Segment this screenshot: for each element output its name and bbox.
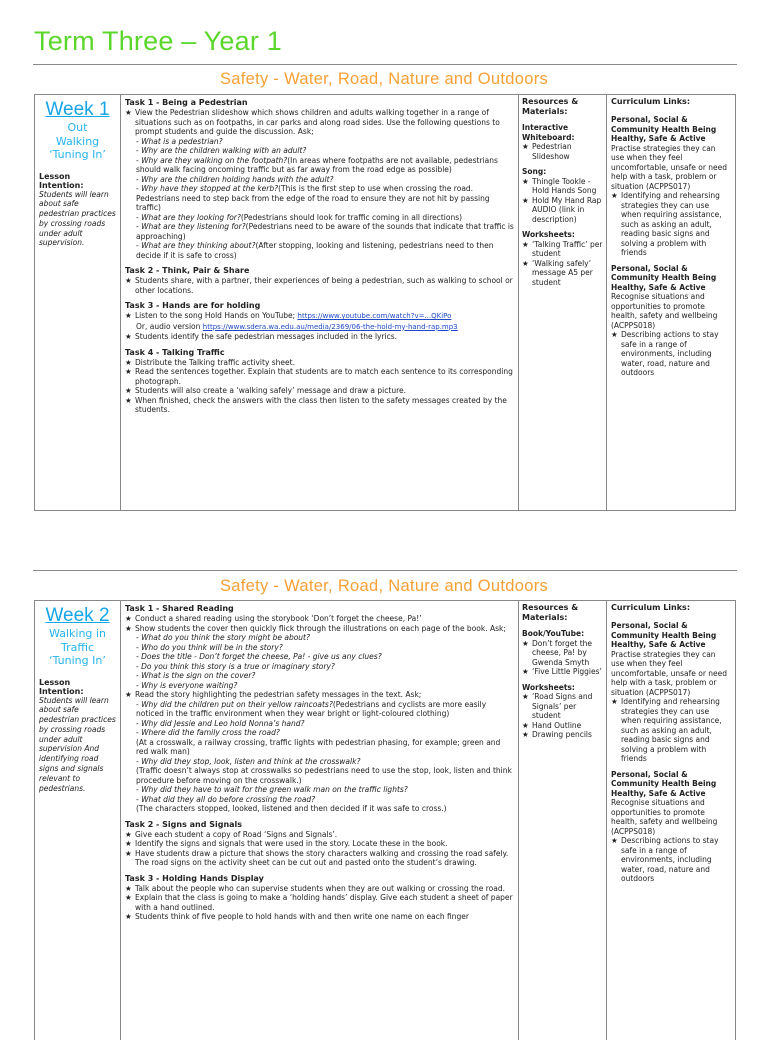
resource-item: ★ Thingle Tookle - Hold Hands Song — [522, 177, 603, 196]
resource-group-heading: Book/YouTube: — [522, 629, 585, 638]
page-title: Term Three – Year 1 — [34, 26, 282, 56]
task-paragraph — [125, 766, 514, 785]
week-subtitle: ‘Tuning In’ — [49, 148, 106, 161]
resource-item: ★ ‘Five Little Piggies’ — [522, 667, 603, 677]
question-text: Why are the children walking with an adult? — [141, 146, 307, 155]
paragraph-text: (The characters stopped, looked, listened and then decided if it was safe to cross.) — [136, 804, 447, 813]
curriculum-descriptor: Practise strategies they can use when they feel uncomfortable, unsafe or need help with a task, problem or situation (ACPPS017) — [611, 649, 728, 697]
curriculum-elaboration: ★ Describing actions to stay safe in a range of environments, including water, road, nature and outdoors — [611, 836, 731, 884]
bullet-text: Talk about the people who can supervise students when they are out walking or crossing the road. — [135, 883, 506, 893]
question-text: Why did Jessie and Leo hold Nonna’s hand? — [141, 718, 305, 728]
curriculum-elaboration: ★ Describing actions to stay safe in a range of environments, including water, road, nature and outdoors — [611, 330, 731, 378]
task-question: - Why did they have to wait for the green walk man on the traffic lights? — [136, 785, 408, 794]
task-paragraph — [125, 322, 514, 333]
task-question: - Why is everyone waiting? — [136, 680, 238, 690]
bullet-text: Explain that the class is going to make a ‘holding hands’ display. Give each student a sheet of paper with a hand outlined. — [135, 893, 513, 912]
question-text: Why have they stopped at the kerb? — [141, 184, 279, 193]
question-text: Where did the family cross the road? — [141, 728, 280, 737]
task-title: Task 3 - Hands are for holding — [125, 301, 261, 310]
resource-item: ★ Don’t forget the cheese, Pa! by Gwenda Smyth — [522, 639, 603, 668]
task-question: - What are they listening for?(Pedestrians need to be aware of the sounds that indicate that traffic is approaching) — [136, 222, 514, 241]
week-column — [35, 95, 121, 510]
task-bullet — [125, 912, 514, 922]
task-title: Task 4 - Talking Traffic — [125, 347, 225, 357]
task-bullet — [125, 849, 514, 868]
curriculum-strand: Personal, Social & Community Health Being Healthy, Safe & Active — [611, 115, 717, 143]
bullet-text: Distribute the Talking traffic activity sheet. — [135, 357, 295, 367]
resource-item: ★ ‘Talking Traffic’ per student — [522, 240, 603, 259]
resource-item: ★ ‘Walking safely’ message A5 per student — [522, 259, 603, 288]
task-question: - What do you think the story might be about? — [136, 633, 310, 642]
resources-column — [519, 95, 607, 510]
resource-link[interactable]: https://www.youtube.com/watch?v=...QKiPo — [297, 312, 452, 320]
task-bullet — [125, 367, 514, 386]
curriculum-strand: Personal, Social & Community Health Being Healthy, Safe & Active — [611, 263, 717, 292]
task-bullet — [125, 311, 514, 322]
paragraph-text: (Traffic doesn’t always stop at crosswalks so pedestrians need to use the stop, look, listen and think procedure before moving on the crosswalk.) — [136, 766, 512, 785]
task-bullet — [125, 386, 514, 396]
task-paragraph — [125, 804, 514, 814]
resources-column — [519, 601, 607, 1040]
resource-item: ★ Hand Outline — [522, 721, 603, 731]
resource-group-heading: Worksheets: — [522, 682, 575, 692]
curriculum-strand: Personal, Social & Community Health Being Healthy, Safe & Active — [611, 621, 717, 649]
tasks-column — [121, 95, 519, 510]
resource-link[interactable]: https://www.sdera.wa.edu.au/media/2369/06-the-hold-my-hand-rap.mp3 — [202, 322, 458, 331]
week-subtitle: Walking — [55, 134, 100, 148]
question-note: (This is the first step to use when crossing the road. Pedestrians need to step back from the edge of the road to ensure they are not hit by passing traffic) — [136, 184, 490, 212]
week-label[interactable]: Week 2 — [45, 605, 110, 626]
task-bullet — [125, 396, 514, 415]
task-question: - What are they looking for?(Pedestrians should look for traffic coming in all directions) — [136, 212, 463, 222]
curriculum-strand: Personal, Social & Community Health Being Healthy, Safe & Active — [611, 769, 717, 798]
task-bullet — [125, 358, 514, 368]
lesson-intention-text: Students will learn about safe pedestrian practices by crossing roads under adult supervision And identifying road signs and signals relevant to pedestrians. — [39, 695, 116, 793]
resources-heading: Resources & Materials: — [522, 97, 579, 116]
task-question: - Why are they walking on the footpath?(In areas where footpaths are not available, pedestrians should walk facing oncoming traffic but as far away from the road edge as possible) — [136, 155, 498, 174]
question-note: (In areas where footpaths are not available, pedestrians should walk facing oncoming traffic but as far away from the road edge as possible) — [136, 155, 498, 174]
task-paragraph — [125, 738, 514, 757]
question-text: What is a pedestrian? — [141, 136, 223, 146]
task-bullet — [125, 884, 514, 894]
resource-group-heading: Song: — [522, 167, 547, 176]
task-bullet — [125, 332, 514, 342]
curriculum-heading: Curriculum Links: — [611, 97, 691, 106]
bullet-text: Conduct a shared reading using the storybook ‘Don’t forget the cheese, Pa!’ — [135, 614, 422, 623]
question-text: Why is everyone waiting? — [141, 680, 238, 690]
lesson-intention-text: Students will learn about safe pedestrian practices by crossing roads under adult supervision. — [39, 189, 116, 248]
section-banner-1: Safety - Water, Road, Nature and Outdoors — [219, 70, 549, 88]
task-bullet — [125, 893, 514, 912]
question-text: Why are the children holding hands with the adult? — [141, 174, 334, 184]
week2-table — [34, 600, 736, 1040]
task-bullet — [125, 690, 514, 700]
section-banner-2: Safety - Water, Road, Nature and Outdoors — [219, 577, 549, 595]
task-question: - Where did the family cross the road? — [136, 728, 280, 737]
question-text: Who do you think will be in the story? — [141, 642, 283, 652]
week-subtitle: Out — [67, 121, 88, 134]
question-text: Why did they have to wait for the green walk man on the traffic lights? — [141, 785, 408, 794]
task-question: - What is the sign on the cover? — [136, 671, 256, 680]
task-bullet — [125, 276, 514, 295]
task-title: Task 2 - Think, Pair & Share — [125, 266, 250, 275]
top-divider — [33, 64, 737, 65]
task-question: - Why are the children holding hands with the adult? — [136, 174, 334, 184]
resource-item: ★ Drawing pencils — [522, 730, 603, 740]
question-note: (Pedestrians should look for traffic coming in all directions) — [240, 212, 463, 222]
resource-item: ★ Hold My Hand Rap AUDIO (link in description) — [522, 196, 603, 225]
tasks-column — [121, 601, 519, 1040]
week-subtitle: Traffic — [60, 640, 95, 654]
question-text: What are they thinking about? — [141, 241, 256, 250]
paragraph-text: (At a crosswalk, a railway crossing, traffic lights with pedestrian phasing, for example; green and red walk man) — [136, 737, 501, 756]
task-bullet — [125, 614, 514, 624]
bullet-text: Give each student a copy of Road ‘Signs and Signals’. — [135, 829, 338, 839]
page2-divider — [33, 570, 737, 571]
question-text: Why did the children put on their yellow raincoats? — [141, 699, 333, 709]
task-question: - Do you think this story is a true or imaginary story? — [136, 661, 335, 671]
question-text: What is the sign on the cover? — [141, 671, 256, 680]
bullet-text: Students identify the safe pedestrian messages included in the lyrics. — [135, 332, 398, 341]
paragraph-text: Or, audio version — [136, 321, 201, 331]
task-question: - Why did the children put on their yellow raincoats?(Pedestrians and cyclists are more easily noticed in the traffic environment when they wear bright or light-coloured clothing) — [136, 699, 487, 718]
lesson-intention-label: Lesson Intention: — [39, 171, 84, 190]
question-note: (Pedestrians and cyclists are more easily noticed in the traffic environment when they wear bright or light-coloured clothing) — [136, 699, 487, 718]
task-title: Task 1 - Being a Pedestrian — [125, 98, 248, 107]
task-bullet — [125, 108, 514, 137]
question-text: Why did they stop, look, listen and think at the crosswalk? — [141, 756, 361, 766]
question-text: Does the title - Don’t forget the cheese, Pa! - give us any clues? — [141, 652, 382, 661]
week-column — [35, 601, 121, 1040]
curriculum-elaboration: ★ Identifying and rehearsing strategies they can use when requiring assistance, such as asking an adult, reading basic signs and solving a problem with friends — [611, 191, 731, 258]
bullet-text: Read the story highlighting the pedestrian safety messages in the text. Ask; — [135, 690, 422, 699]
curriculum-column — [607, 601, 735, 1040]
question-text: Why are they walking on the footpath? — [141, 155, 288, 165]
curriculum-descriptor: Recognise situations and opportunities to promote health, safety and wellbeing (ACPPS018) — [611, 798, 718, 836]
resource-item: ★ ‘Road Signs and Signals’ per student — [522, 692, 603, 721]
resource-group-heading: Interactive Whiteboard: — [522, 123, 575, 142]
resource-item: ★ Pedestrian Slideshow — [522, 142, 603, 161]
bullet-text: Show students the cover then quickly flick through the illustrations on each page of the book. Ask; — [135, 623, 506, 633]
bullet-text: Have students draw a picture that shows the story characters walking and crossing the road safely. The road signs on the activity sheet can be cut out and pasted onto the student’s drawing. — [135, 848, 509, 867]
curriculum-elaboration: ★ Identifying and rehearsing strategies they can use when requiring assistance, such as asking an adult, reading basic signs and solving a problem with friends — [611, 697, 731, 764]
curriculum-descriptor: Practise strategies they can use when they feel uncomfortable, unsafe or need help with a task, problem or situation (ACPPS017) — [611, 143, 728, 191]
task-bullet — [125, 624, 514, 634]
week-label[interactable]: Week 1 — [45, 99, 110, 120]
resource-group-heading: Worksheets: — [522, 230, 575, 239]
week-subtitle: ‘Tuning In’ — [49, 654, 106, 667]
task-question: - Why have they stopped at the kerb?(This is the first step to use when crossing the road. Pedestrians need to step back from the edge of the road to ensure they are not hit by passing traffic) — [136, 184, 490, 212]
bullet-text: When finished, check the answers with the class then listen to the safety messages created by the students. — [135, 395, 507, 414]
curriculum-column — [607, 95, 735, 510]
question-note: (Pedestrians need to be aware of the sounds that indicate that traffic is approaching) — [136, 222, 514, 241]
question-text: What are they looking for? — [141, 212, 241, 222]
task-question: - What did they all do before crossing the road? — [136, 794, 316, 804]
curriculum-heading: Curriculum Links: — [611, 603, 691, 612]
bullet-text: Students share, with a partner, their experiences of being a pedestrian, such as walking to school or other locations. — [135, 276, 513, 295]
bullet-text: Identify the signs and signals that were used in the story. Locate these in the book. — [135, 839, 448, 848]
task-question: - Who do you think will be in the story? — [136, 642, 283, 652]
resources-heading: Resources & Materials: — [522, 603, 579, 622]
curriculum-descriptor: Recognise situations and opportunities to promote health, safety and wellbeing (ACPPS018) — [611, 292, 718, 330]
question-text: What do you think the story might be about? — [141, 633, 310, 642]
task-question: - Why did Jessie and Leo hold Nonna’s hand? — [136, 718, 305, 728]
task-title: Task 2 - Signs and Signals — [125, 819, 243, 829]
task-question: - Why did they stop, look, listen and think at the crosswalk? — [136, 756, 361, 766]
task-title: Task 3 - Holding Hands Display — [125, 873, 264, 883]
bullet-text: Read the sentences together. Explain that students are to match each sentence to its corresponding photograph. — [135, 367, 513, 386]
week1-table — [34, 94, 736, 511]
task-question: - What is a pedestrian? — [136, 136, 223, 146]
bullet-text: Listen to the song Hold Hands on YouTube; — [135, 311, 296, 320]
task-title: Task 1 - Shared Reading — [125, 604, 234, 613]
lesson-intention-label: Lesson Intention: — [39, 677, 84, 696]
task-question: - What are they thinking about?(After stopping, looking and listening, pedestrians need to then decide if it is safe to cross) — [136, 241, 494, 260]
question-text: What are they listening for? — [141, 222, 246, 231]
question-text: Do you think this story is a true or imaginary story? — [141, 661, 335, 671]
bullet-text: Students will also create a ‘walking safely’ message and draw a picture. — [135, 386, 406, 395]
bullet-text: View the Pedestrian slideshow which shows children and adults walking together in a range of situations such as on footpaths, in car parks and along road sides. Use the following questions to prompt students and guide the discussion. Ask; — [135, 108, 500, 136]
task-bullet — [125, 839, 514, 849]
week-subtitle: Walking in — [49, 627, 106, 640]
task-question: - Does the title - Don’t forget the cheese, Pa! - give us any clues? — [136, 652, 382, 661]
task-bullet — [125, 830, 514, 840]
question-text: What did they all do before crossing the road? — [141, 794, 316, 804]
bullet-text: Students think of five people to hold hands with and then write one name on each finger — [135, 912, 469, 921]
task-question: - Why are the children walking with an adult? — [136, 146, 307, 155]
question-note: (After stopping, looking and listening, pedestrians need to then decide if it is safe to cross) — [136, 241, 494, 260]
